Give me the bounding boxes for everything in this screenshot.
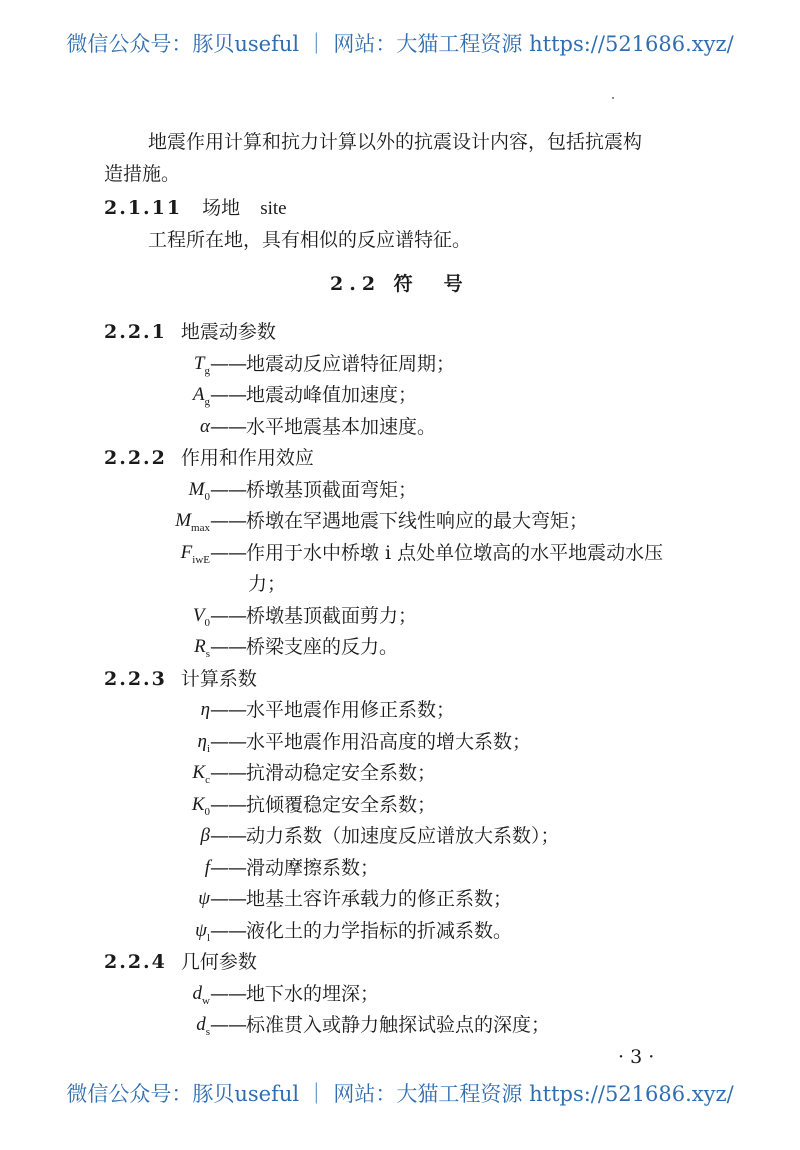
definition-text: 桥墩基顶截面剪力；: [246, 604, 418, 627]
symbol: $M_{max}$: [175, 510, 210, 534]
group-title: 计算系数: [180, 667, 257, 690]
em-dash: ——: [210, 762, 246, 784]
scan-speck: [612, 97, 614, 99]
group-number: 2.2.3: [104, 667, 167, 690]
symbol: $V_0$: [192, 604, 210, 629]
symbol: β: [200, 825, 210, 846]
definition-text: 动力系数（加速度反应谱放大系数）；: [246, 825, 560, 847]
symbol-definition: [210, 415, 436, 439]
definition-text: 作用于水中桥墩 i 点处单位墩高的水平地震动水压: [246, 541, 664, 564]
intro-line-2: 造措施。: [104, 163, 181, 185]
symbol: $d_s$: [196, 1014, 210, 1038]
em-dash: ——: [210, 699, 246, 721]
clause-term-english: site: [260, 198, 287, 219]
intro-line-1: 地震作用计算和抗力计算以外的抗震设计内容，包括抗震构: [148, 131, 643, 153]
symbol-definition: [210, 824, 560, 848]
em-dash: ——: [210, 352, 246, 375]
symbol-definition: [210, 541, 663, 565]
definition-text: 地基土容许承载力的修正系数；: [246, 888, 513, 910]
group-number: 2.2.2: [104, 447, 167, 469]
symbol: $F_{iwE}$: [180, 541, 210, 566]
symbol: $d_w$: [192, 982, 210, 1007]
definition-text: 水平地震基本加速度。: [246, 415, 437, 438]
symbol-subscript: w: [202, 994, 210, 1007]
definition-text: 地震动峰值加速度；: [246, 384, 418, 406]
symbol-definition: [210, 887, 512, 911]
em-dash: ——: [210, 856, 246, 879]
symbol: α: [200, 415, 210, 437]
symbol-subscript: s: [205, 647, 210, 660]
symbol: ψ: [198, 888, 210, 909]
symbol: $A_g$: [192, 384, 210, 408]
symbol: $\eta_i$: [197, 730, 210, 755]
symbol-definition: [210, 793, 436, 817]
definition-continuation: 力；: [248, 573, 287, 595]
symbol: $M_0$: [188, 478, 210, 503]
symbol-definition: [210, 730, 531, 754]
symbol-definition: [210, 761, 436, 785]
definition-text: 地下水的埋深；: [246, 982, 380, 1005]
symbol-subscript: max: [191, 521, 210, 534]
symbol-definition: [210, 856, 379, 880]
em-dash: ——: [210, 919, 246, 942]
symbol-definition: [210, 352, 455, 376]
symbol-definition: [210, 982, 379, 1006]
em-dash: ——: [210, 982, 246, 1005]
definition-text: 桥梁支座的反力。: [246, 636, 399, 658]
definition-text: 滑动摩擦系数；: [246, 856, 380, 879]
definition-text: 标准贯入或静力触探试验点的深度；: [246, 1014, 551, 1036]
symbol: $K_0$: [191, 793, 210, 818]
symbol: $R_s$: [194, 636, 210, 660]
em-dash: ——: [210, 825, 246, 847]
section-title: 2.2 符 号: [330, 273, 469, 295]
clause-2-1-11: [104, 196, 287, 221]
symbol-subscript: 0: [204, 805, 210, 818]
group-heading: [104, 667, 257, 691]
symbol-definition: [210, 635, 398, 659]
clause-2-1-11-desc: 工程所在地，具有相似的反应谱特征。: [148, 229, 472, 251]
clause-term: 场地: [202, 197, 241, 219]
definition-text: 液化土的力学指标的折减系数。: [246, 919, 513, 942]
symbol-definition: [210, 383, 417, 407]
symbol-subscript: l: [206, 931, 210, 944]
definition-text: 地震动反应谱特征周期；: [246, 352, 456, 375]
symbol-subscript: s: [205, 1025, 210, 1038]
definition-text: 抗倾覆稳定安全系数；: [246, 793, 437, 816]
em-dash: ——: [210, 510, 246, 532]
clause-number: 2.1.11: [104, 197, 183, 219]
definition-text: 桥墩基顶截面弯矩；: [246, 478, 418, 501]
symbol: $\psi_l$: [195, 919, 210, 944]
group-heading: [104, 446, 314, 470]
em-dash: ——: [210, 730, 246, 753]
group-title: 地震动参数: [180, 321, 276, 343]
symbol-subscript: g: [204, 364, 210, 377]
definition-text: 水平地震作用修正系数；: [246, 699, 456, 721]
em-dash: ——: [210, 1014, 246, 1036]
em-dash: ——: [210, 541, 246, 564]
em-dash: ——: [210, 793, 246, 816]
em-dash: ——: [210, 384, 246, 406]
symbol-definition: [210, 478, 417, 502]
em-dash: ——: [210, 415, 246, 438]
group-heading: [104, 950, 257, 974]
symbol: $K_c$: [192, 762, 210, 786]
symbol-definition: [210, 919, 512, 943]
symbol: f: [204, 856, 210, 878]
definition-text: 桥墩在罕遇地震下线性响应的最大弯矩；: [246, 510, 589, 532]
symbol-subscript: 0: [204, 616, 210, 629]
symbol-definition: [210, 698, 455, 722]
symbol-definition: [210, 604, 417, 628]
em-dash: ——: [210, 604, 246, 627]
symbol-subscript: iwE: [192, 553, 210, 566]
symbol: $T_g$: [193, 352, 210, 377]
em-dash: ——: [210, 636, 246, 658]
group-title: 几何参数: [180, 951, 257, 973]
symbol-definition: [210, 1013, 550, 1037]
definition-text: 水平地震作用沿高度的增大系数；: [246, 730, 532, 753]
definition-text: 抗滑动稳定安全系数；: [246, 762, 437, 784]
symbol-subscript: 0: [204, 490, 210, 503]
em-dash: ——: [210, 478, 246, 501]
page-number: · 3 ·: [618, 1046, 655, 1068]
symbol-subscript: c: [205, 773, 210, 786]
symbol: η: [200, 699, 210, 720]
symbol-subscript: i: [206, 742, 210, 755]
symbol-subscript: g: [204, 395, 210, 408]
group-heading: [104, 320, 276, 344]
watermark-top: 微信公众号：豚贝useful ｜ 网站：大猫工程资源 https://521686.xyz/: [66, 32, 734, 56]
symbol-definition: [210, 509, 588, 533]
em-dash: ——: [210, 888, 246, 910]
group-number: 2.2.1: [104, 321, 167, 343]
group-title: 作用和作用效应: [180, 447, 314, 469]
group-number: 2.2.4: [104, 951, 167, 973]
watermark-bottom: 微信公众号：豚贝useful ｜ 网站：大猫工程资源 https://521686.xyz/: [66, 1082, 734, 1106]
